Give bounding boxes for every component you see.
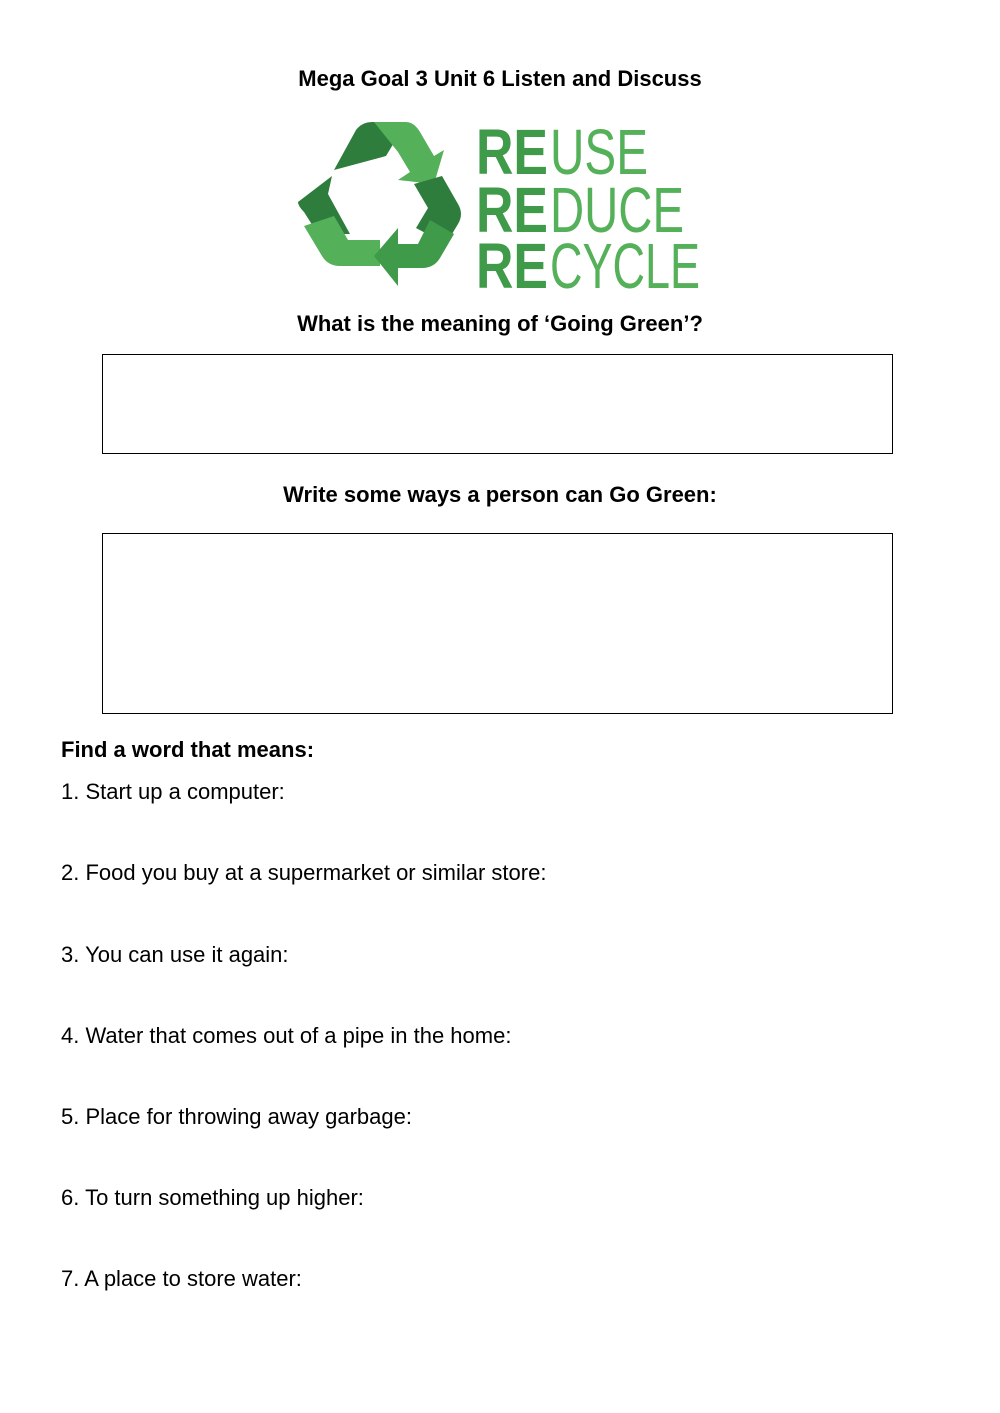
reuse-reduce-recycle-logo xyxy=(294,116,704,302)
logo-line1-rest: USE xyxy=(550,116,648,188)
logo-line1-bold: RE xyxy=(476,116,548,188)
list-item: 6. To turn something up higher: xyxy=(61,1185,364,1210)
logo-line3-rest: CYCLE xyxy=(550,230,700,302)
logo-line2-rest: DUCE xyxy=(550,174,684,246)
answer-box-ways[interactable] xyxy=(102,533,893,714)
list-item: 7. A place to store water: xyxy=(61,1266,302,1291)
question-ways-to-go-green: Write some ways a person can Go Green: xyxy=(283,482,717,507)
page-title: Mega Goal 3 Unit 6 Listen and Discuss xyxy=(298,66,702,91)
logo-words xyxy=(476,116,700,302)
list-item: 2. Food you buy at a supermarket or similar store: xyxy=(61,860,547,885)
list-item: 5. Place for throwing away garbage: xyxy=(61,1104,412,1129)
logo-line2-bold: RE xyxy=(476,174,548,246)
list-item: 3. You can use it again: xyxy=(61,942,289,967)
recycle-icon xyxy=(298,122,461,286)
find-word-heading: Find a word that means: xyxy=(61,737,315,762)
list-item: 4. Water that comes out of a pipe in the home: xyxy=(61,1023,512,1048)
answer-box-meaning[interactable] xyxy=(102,354,893,454)
logo-line3-bold: RE xyxy=(476,230,548,302)
list-item: 1. Start up a computer: xyxy=(61,779,285,804)
question-going-green-meaning: What is the meaning of ‘Going Green’? xyxy=(297,311,703,336)
